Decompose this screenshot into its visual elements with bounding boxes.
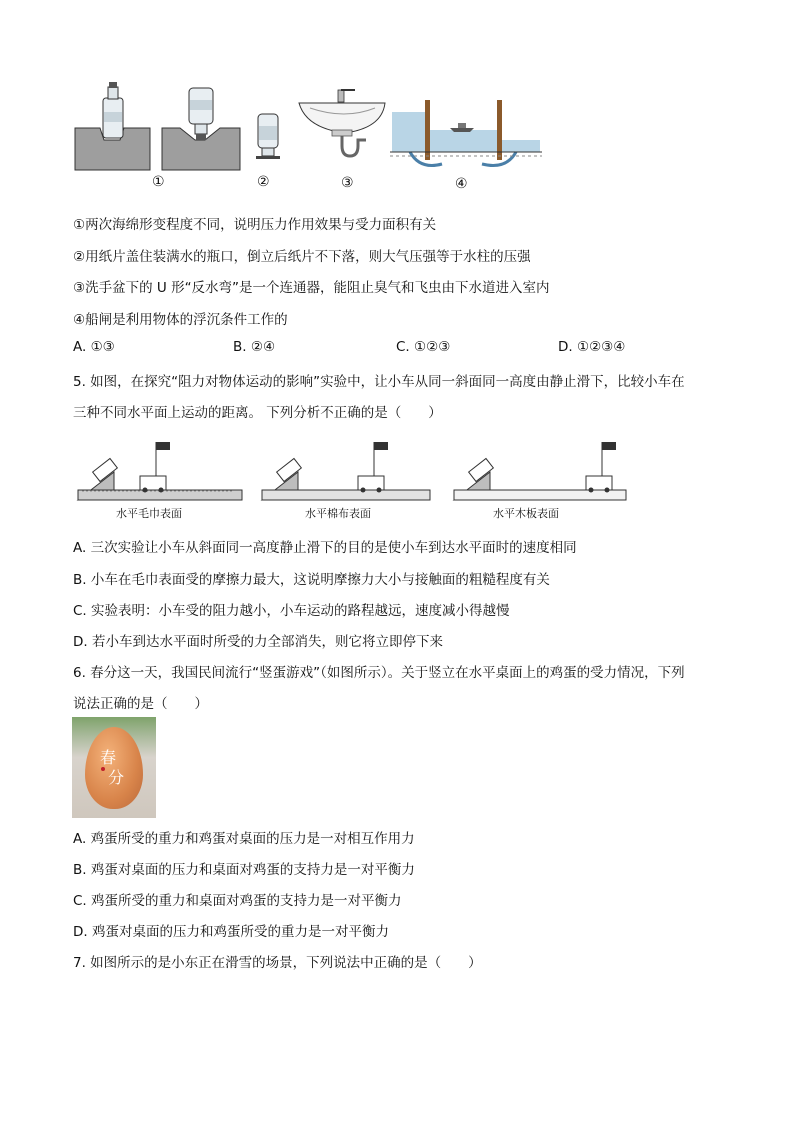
figure-caption-2: ② — [257, 174, 270, 190]
figure-caption-4: ④ — [455, 176, 468, 192]
q6-option-c[interactable]: C. 鸡蛋所受的重力和桌面对鸡蛋的支持力是一对平衡力 — [73, 893, 402, 909]
q7-stem: 7. 如图所示的是小东正在滑雪的场景，下列说法中正确的是（ ） — [73, 955, 482, 971]
egg-red-dot — [101, 767, 105, 771]
sponge-bottle-upright — [75, 82, 150, 170]
figure-1 — [70, 78, 550, 198]
q5-option-d[interactable]: D. 若小车到达水平面时所受的力全部消失，则它将立即停下来 — [73, 634, 443, 650]
sponge-bottle-inverted — [162, 88, 240, 170]
q5-stem-line-2: 三种不同水平面上运动的距离。 下列分析不正确的是（ ） — [73, 405, 442, 421]
q4-statement-1: ①两次海绵形变程度不同，说明压力作用效果与受力面积有关 — [73, 217, 437, 233]
egg-char-chun: 春 — [100, 748, 117, 767]
q6-option-a[interactable]: A. 鸡蛋所受的重力和鸡蛋对桌面的压力是一对相互作用力 — [73, 831, 415, 847]
ramp-cotton-panel — [262, 442, 430, 500]
q4-statement-3: ③洗手盆下的 U 形“反水弯”是一个连通器，能阻止臭气和飞虫由下水道进入室内 — [73, 280, 550, 296]
q5-stem-line-1: 5. 如图，在探究“阻力对物体运动的影响”实验中，让小车从同一斜面同一高度由静止滑下，比较小车在 — [73, 374, 685, 390]
egg-char-fen: 分 — [108, 768, 125, 787]
q5-option-a[interactable]: A. 三次实验让小车从斜面同一高度静止滑下的目的是使小车到达水平面时的速度相同 — [73, 540, 577, 556]
q4-statement-4: ④船闸是利用物体的浮沉条件工作的 — [73, 312, 288, 328]
q6-stem-line-1: 6. 春分这一天，我国民间流行“竖蛋游戏”（如图所示）。关于竖立在水平桌面上的鸡蛋的受力情况，下列 — [73, 665, 685, 681]
q5-option-b[interactable]: B. 小车在毛巾表面受的摩擦力最大，这说明摩擦力大小与接触面的粗糙程度有关 — [73, 572, 550, 588]
figure-label-wood: 水平木板表面 — [493, 507, 559, 520]
figure-caption-3: ③ — [341, 175, 354, 191]
figure-label-cotton: 水平棉布表面 — [305, 507, 371, 520]
q6-option-d[interactable]: D. 鸡蛋对桌面的压力和鸡蛋所受的重力是一对平衡力 — [73, 924, 389, 940]
figure-label-towel: 水平毛巾表面 — [116, 507, 182, 520]
q4-option-c[interactable]: C. ①②③ — [396, 339, 451, 355]
ship-lock — [390, 100, 542, 166]
q4-option-d[interactable]: D. ①②③④ — [558, 339, 626, 355]
q5-option-c[interactable]: C. 实验表明：小车受的阻力越小，小车运动的路程越远，速度减小得越慢 — [73, 603, 510, 619]
sink-u-trap — [299, 90, 385, 156]
q6-option-b[interactable]: B. 鸡蛋对桌面的压力和桌面对鸡蛋的支持力是一对平衡力 — [73, 862, 415, 878]
figure-caption-1: ① — [152, 174, 165, 190]
bottle-with-paper — [256, 114, 280, 159]
egg-photo — [72, 717, 156, 818]
q4-statement-2: ②用纸片盖住装满水的瓶口，倒立后纸片不下落，则大气压强等于水柱的压强 — [73, 249, 531, 265]
q6-stem-line-2: 说法正确的是（ ） — [73, 696, 208, 712]
ramp-wood-panel — [454, 442, 626, 500]
q4-option-a[interactable]: A. ①③ — [73, 339, 115, 355]
q4-option-b[interactable]: B. ②④ — [233, 339, 276, 355]
